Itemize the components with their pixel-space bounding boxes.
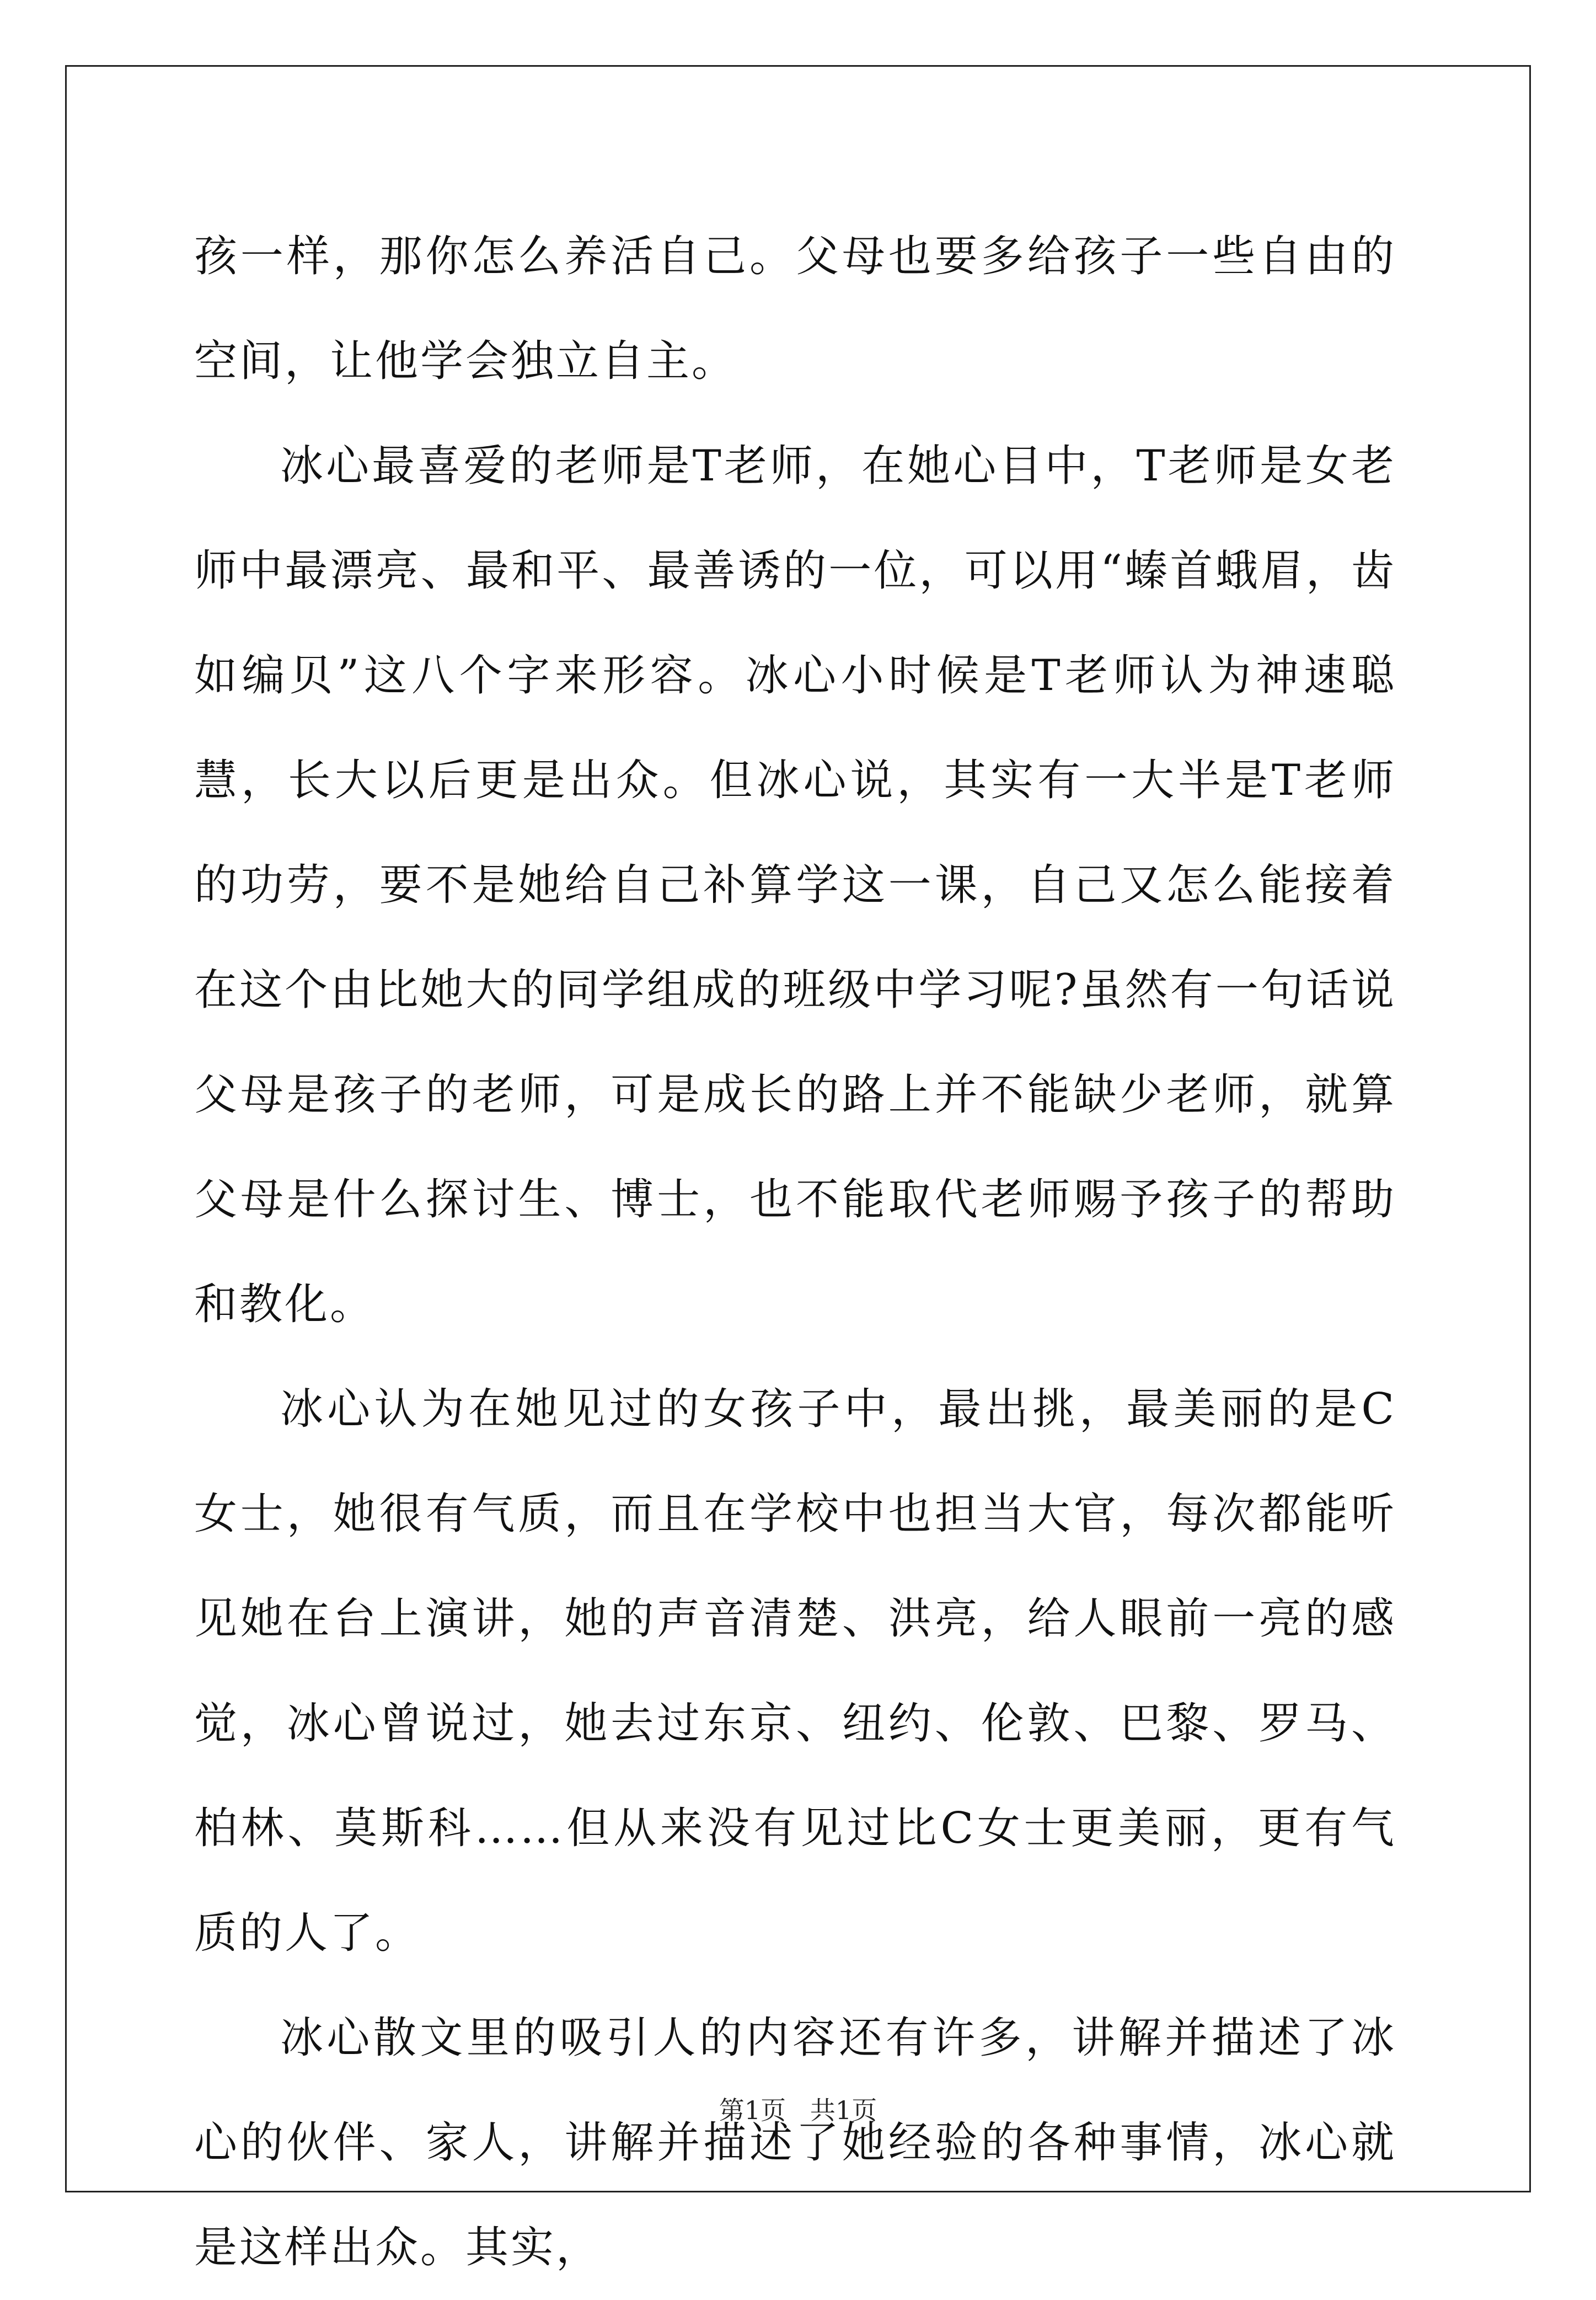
- document-body: [194, 204, 1396, 2300]
- paragraph-3: 冰心认为在她见过的女孩子中，最出挑，最美丽的是C女士，她很有气质，而且在学校中也担当大官，每次都能听见她在台上演讲，她的声音清楚、洪亮，给人眼前一亮的感觉，冰心曾说过，她去过东京、纽约、伦敦、巴黎、罗马、柏林、莫斯科……但从来没有见过比C女士更美丽，更有气质的人了。: [194, 1384, 1396, 1958]
- page-footer: 第1页 共1页: [719, 2095, 877, 2125]
- paragraph-2: 冰心最喜爱的老师是T老师，在她心目中，T老师是女老师中最漂亮、最和平、最善诱的一位，可以用“螓首蛾眉，齿如编贝”这八个字来形容。冰心小时候是T老师认为神速聪慧，长大以后更是出众。但冰心说，其实有一大半是T老师的功劳，要不是她给自己补算学这一课，自己又怎么能接着在这个由比她大的同学组成的班级中学习呢?虽然有一句话说父母是孩子的老师，可是成长的路上并不能缺少老师，就算父母是什么探讨生、博士，也不能取代老师赐予孩子的帮助和教化。: [194, 441, 1396, 1329]
- paragraph-1: 孩一样，那你怎么养活自己。父母也要多给孩子一些自由的空间，让他学会独立自主。: [194, 232, 1396, 386]
- paragraph-4: 冰心散文里的吸引人的内容还有许多，讲解并描述了冰心的伙伴、家人，讲解并描述了她经验的各种事情，冰心就是这样出众。其实，: [194, 2013, 1396, 2272]
